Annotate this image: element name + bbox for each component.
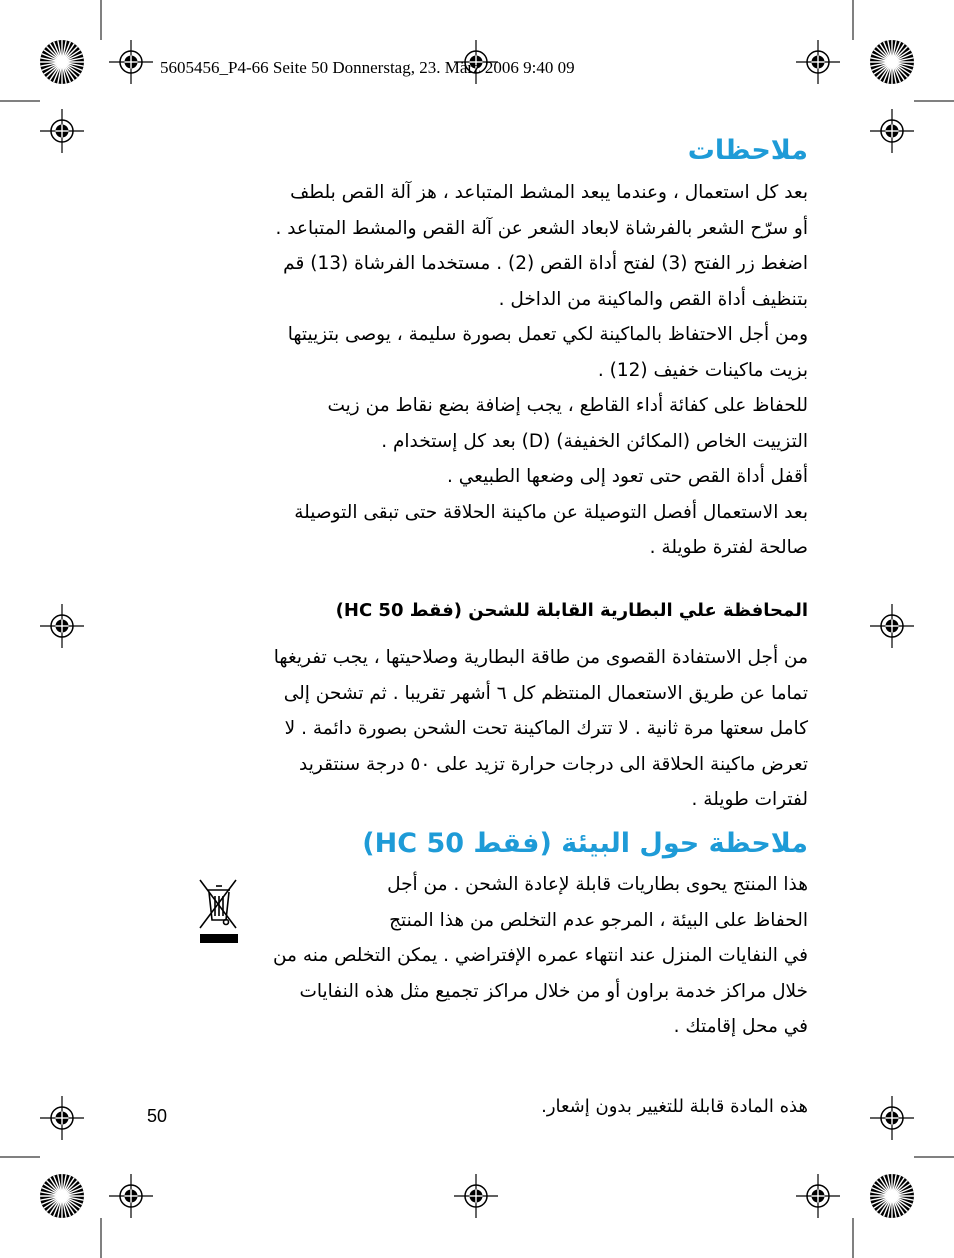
notes-line: بتنظيف أداة القص والماكينة من الداخل . xyxy=(498,288,808,310)
page-number: 50 xyxy=(147,1106,168,1126)
environment-note-title: ملاحظة حول البيئة (فقط HC 50) xyxy=(362,828,808,859)
notes-line: التزييت الخاص (المكائن الخفيفة) (D) بعد كل إستخدام . xyxy=(381,430,808,452)
notes-line: أقفل أداة القص حتى تعود إلى وضعها الطبيعي . xyxy=(447,466,808,487)
battery-line: لفترات طويلة . xyxy=(691,789,808,810)
notes-paragraph xyxy=(208,175,808,566)
notes-line: اضغط زر الفتح (3) لفتح أداة القص (2) . مستخدما الفرشاة (13) قم xyxy=(283,253,808,274)
notes-line: صالحة لفترة طويلة . xyxy=(649,537,808,558)
battery-line: من أجل الاستفادة القصوى من طاقة البطارية وصلاحيتها ، يجب تفريغها xyxy=(273,647,808,668)
battery-line: كامل سعتها مرة ثانية . لا تترك الماكينة تحت الشحن بصورة دائمة . لا xyxy=(284,718,808,739)
battery-care-heading: المحافظة علي البطارية القابلة للشحن (فقط HC 50) xyxy=(335,600,808,621)
disclaimer-note: هذه المادة قابلة للتغيير بدون إشعار. xyxy=(541,1096,808,1117)
notes-title: ملاحظات xyxy=(687,135,808,166)
notes-line: أو سرّح الشعر بالفرشاة لابعاد الشعر عن آلة القص والمشط المتباعد . xyxy=(275,217,808,239)
print-info-header: 5605456_P4-66 Seite 50 Donnerstag, 23. März 2006 9:40 09 xyxy=(160,58,575,77)
battery-care-paragraph xyxy=(208,640,808,818)
notes-line: بعد الاستعمال أفصل التوصيلة عن ماكينة الحلاقة حتى تبقى التوصيلة xyxy=(294,501,808,523)
crossed-out-wheelie-bin-icon xyxy=(196,876,242,946)
battery-line: تعرض ماكينة الحلاقة الى درجات حرارة تزيد على ٥٠ درجة سنتقريد xyxy=(299,753,808,775)
environment-line: هذا المنتج يحوى بطاريات قابلة لإعادة الشحن . من أجل xyxy=(387,874,808,895)
notes-line: ومن أجل الاحتفاظ بالماكينة لكي تعمل بصورة سليمة ، يوصى بتزييتها xyxy=(287,324,808,345)
environment-line: في محل إقامتك . xyxy=(673,1016,808,1037)
environment-line: في النفايات المنزل عند انتهاء عمره الإفتراضي . يمكن التخلص منه من xyxy=(272,945,808,966)
environment-line: الحفاظ على البيئة ، المرجو عدم التخلص من هذا المنتج xyxy=(389,909,808,931)
environment-line: خلال مراكز خدمة براون أو من خلال مراكز تجميع مثل هذه النفايات xyxy=(299,980,808,1002)
notes-line: للحفاظ على كفائة أداء القاطع ، يجب إضافة بضع نقاط من زيت xyxy=(327,395,808,416)
battery-line: تماما عن طريق الاستعمال المنتظم كل ٦ أشهر تقريبا . ثم تشحن إلى xyxy=(283,682,808,704)
notes-line: بزيت ماكينات خفيف (12) . xyxy=(597,359,808,381)
environment-note-paragraph xyxy=(208,867,808,1045)
notes-line: بعد كل استعمال ، وعندما يبعد المشط المتباعد ، هز آلة القص بلطف xyxy=(290,182,808,203)
